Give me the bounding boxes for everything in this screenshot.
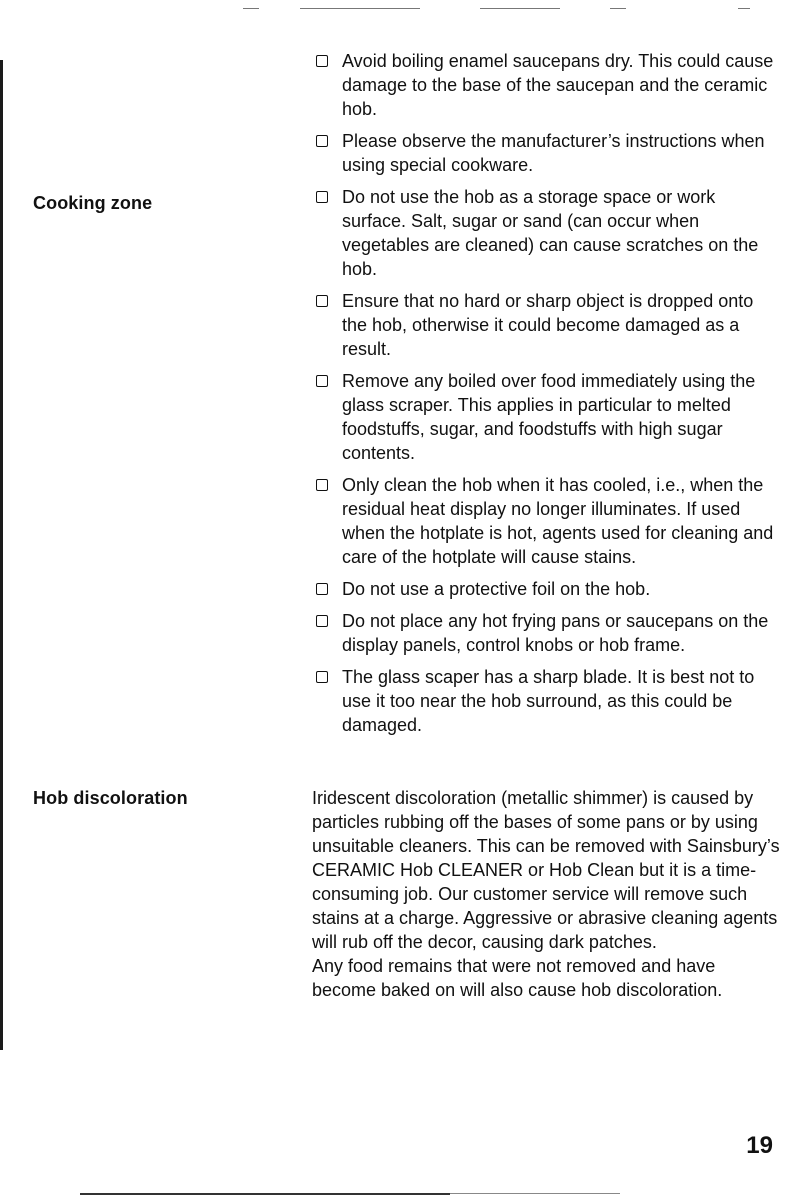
list-item-text: Remove any boiled over food immediately using the glass scraper. This applies in particular to melted foodstuffs, sugar, and foodstuffs with high sugar contents. <box>342 371 756 463</box>
list-item <box>313 577 783 601</box>
checkbox-bullet-icon <box>316 671 328 683</box>
list-item <box>313 185 783 281</box>
discoloration-section <box>312 786 782 1002</box>
list-item-text: Ensure that no hard or sharp object is dropped onto the hob, otherwise it could become damaged as a result. <box>342 291 754 359</box>
scan-artifact <box>480 8 560 9</box>
checkbox-bullet-icon <box>316 615 328 627</box>
section-heading-hob-discoloration: Hob discoloration <box>33 788 188 808</box>
page-number: 19 <box>746 1132 773 1159</box>
scan-artifact <box>738 8 750 9</box>
list-item-text: Do not use a protective foil on the hob. <box>342 579 651 599</box>
checkbox-bullet-icon <box>316 135 328 147</box>
list-item <box>313 129 783 177</box>
scan-artifact <box>450 1193 620 1194</box>
list-item <box>313 49 783 121</box>
discoloration-paragraph: Any food remains that were not removed and have become baked on will also cause hob discoloration. <box>312 956 723 1000</box>
list-item-text: The glass scaper has a sharp blade. It is best not to use it too near the hob surround, as this could be damaged. <box>342 667 755 735</box>
safety-bullet-list <box>313 49 783 745</box>
scan-artifact <box>243 8 259 9</box>
list-item <box>313 665 783 737</box>
list-item-text: Do not place any hot frying pans or saucepans on the display panels, control knobs or hob frame. <box>342 611 769 655</box>
scan-artifact <box>300 8 420 9</box>
list-item <box>313 609 783 657</box>
checkbox-bullet-icon <box>316 295 328 307</box>
list-item <box>313 289 783 361</box>
checkbox-bullet-icon <box>316 479 328 491</box>
scan-edge-line <box>0 60 3 1050</box>
discoloration-paragraph: Iridescent discoloration (metallic shimmer) is caused by particles rubbing off the bases of some pans or by using unsuitable cleaners. This can be removed with Sainsbury’s CERAMIC Hob CLEANER or Hob Clean but it is a time-consuming job. Our customer service will remove such stains at a charge. Aggressive or abrasive cleaning agents will rub off the decor, causing dark patches. <box>312 788 780 952</box>
checkbox-bullet-icon <box>316 191 328 203</box>
checkbox-bullet-icon <box>316 55 328 67</box>
scan-artifact <box>610 8 626 9</box>
list-item-text: Avoid boiling enamel saucepans dry. This could cause damage to the base of the saucepan and the ceramic hob. <box>342 51 774 119</box>
list-item-text: Do not use the hob as a storage space or work surface. Salt, sugar or sand (can occur when vegetables are cleaned) can cause scratches on the hob. <box>342 187 759 279</box>
list-item <box>313 369 783 465</box>
checkbox-bullet-icon <box>316 583 328 595</box>
list-item <box>313 473 783 569</box>
list-item-text: Please observe the manufacturer’s instructions when using special cookware. <box>342 131 765 175</box>
list-item-text: Only clean the hob when it has cooled, i.e., when the residual heat display no longer illuminates. If used when the hotplate is hot, agents used for cleaning and care of the hotplate will cause stains. <box>342 475 774 567</box>
scan-artifact <box>80 1193 450 1195</box>
section-heading-cooking-zone: Cooking zone <box>33 193 153 213</box>
checkbox-bullet-icon <box>316 375 328 387</box>
